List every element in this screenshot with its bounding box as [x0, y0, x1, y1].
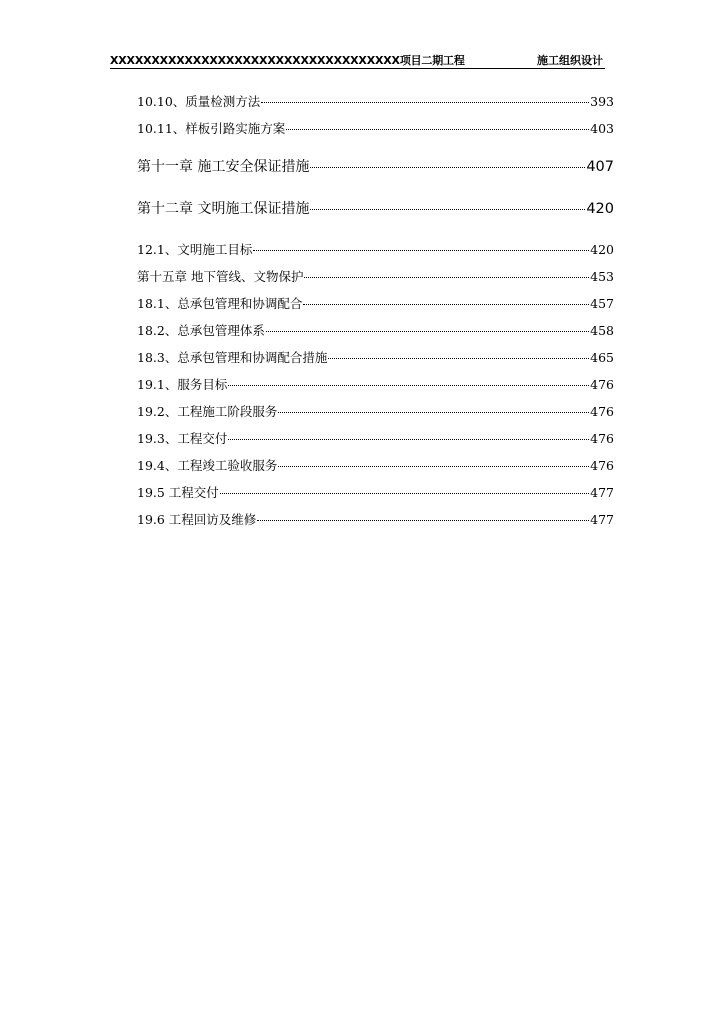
toc-dot-leader — [261, 102, 589, 103]
toc-entry[interactable] — [137, 240, 614, 267]
toc-page-number: 453 — [590, 269, 614, 284]
toc-entry-title: 18.3、总承包管理和协调配合措施 — [137, 350, 328, 365]
toc-dot-leader — [328, 358, 589, 359]
toc-entry-title: 第十五章 地下管线、文物保护 — [137, 269, 304, 284]
toc-page-number: 477 — [590, 485, 614, 500]
toc-entry-title: 第十一章 施工安全保证措施 — [137, 159, 310, 175]
header-project-title: XXXXXXXXXXXXXXXXXXXXXXXXXXXXXXXXXXX项目二期工程 — [110, 54, 465, 67]
toc-entry[interactable] — [137, 348, 614, 375]
toc-dot-leader — [253, 250, 589, 251]
toc-page-number: 476 — [590, 404, 614, 419]
toc-dot-leader — [278, 466, 589, 467]
toc-entry[interactable] — [137, 294, 614, 321]
toc-page-number: 458 — [590, 323, 614, 338]
toc-page-number: 403 — [590, 121, 614, 136]
toc-dot-leader — [303, 304, 589, 305]
toc-page-number: 420 — [590, 242, 614, 257]
toc-entry[interactable] — [137, 321, 614, 348]
toc-entry-title: 第十二章 文明施工保证措施 — [137, 201, 310, 217]
toc-entry[interactable] — [137, 119, 614, 146]
toc-entry[interactable] — [137, 510, 614, 537]
toc-entry-title: 18.2、总承包管理体系 — [137, 323, 265, 338]
toc-page-number: 407 — [586, 159, 614, 175]
toc-page-number: 476 — [590, 431, 614, 446]
toc-dot-leader — [304, 277, 589, 278]
toc-entry-title: 10.11、样板引路实施方案 — [137, 121, 286, 136]
toc-entry[interactable] — [137, 402, 614, 429]
toc-dot-leader — [228, 439, 589, 440]
toc-entry-title: 19.2、工程施工阶段服务 — [137, 404, 278, 419]
toc-entry-title: 19.6 工程回访及维修 — [137, 512, 257, 527]
toc-page-number: 476 — [590, 377, 614, 392]
toc-entry[interactable] — [137, 92, 614, 119]
toc-page-number: 476 — [590, 458, 614, 473]
toc-dot-leader — [266, 331, 589, 332]
toc-page-number: 477 — [590, 512, 614, 527]
toc-dot-leader — [310, 167, 585, 168]
toc-page-number: 393 — [590, 94, 614, 109]
toc-entry[interactable] — [137, 429, 614, 456]
toc-dot-leader — [278, 412, 589, 413]
toc-dot-leader — [220, 493, 589, 494]
toc-entry-title: 19.4、工程竣工验收服务 — [137, 458, 278, 473]
page-header — [110, 50, 605, 69]
toc-page-number: 457 — [590, 296, 614, 311]
toc-entry[interactable] — [137, 267, 614, 294]
toc-entry-title: 19.3、工程交付 — [137, 431, 228, 446]
toc-entry[interactable] — [137, 483, 614, 510]
toc-entry-title: 10.10、质量检测方法 — [137, 94, 261, 109]
toc-page-number: 420 — [586, 201, 614, 217]
toc-dot-leader — [228, 385, 589, 386]
toc-entry-title: 19.1、服务目标 — [137, 377, 228, 392]
toc-entry-title: 19.5 工程交付 — [137, 485, 219, 500]
toc-dot-leader — [286, 129, 589, 130]
toc-entry-title: 18.1、总承包管理和协调配合 — [137, 296, 303, 311]
header-document-type: 施工组织设计 — [537, 54, 603, 67]
toc-dot-leader — [310, 209, 585, 210]
toc-page-number: 465 — [590, 350, 614, 365]
table-of-contents — [137, 92, 614, 537]
toc-dot-leader — [257, 520, 589, 521]
toc-chapter-entry[interactable] — [137, 156, 614, 184]
toc-entry[interactable] — [137, 456, 614, 483]
toc-entry-title: 12.1、文明施工目标 — [137, 242, 253, 257]
toc-entry[interactable] — [137, 375, 614, 402]
toc-chapter-entry[interactable] — [137, 198, 614, 226]
